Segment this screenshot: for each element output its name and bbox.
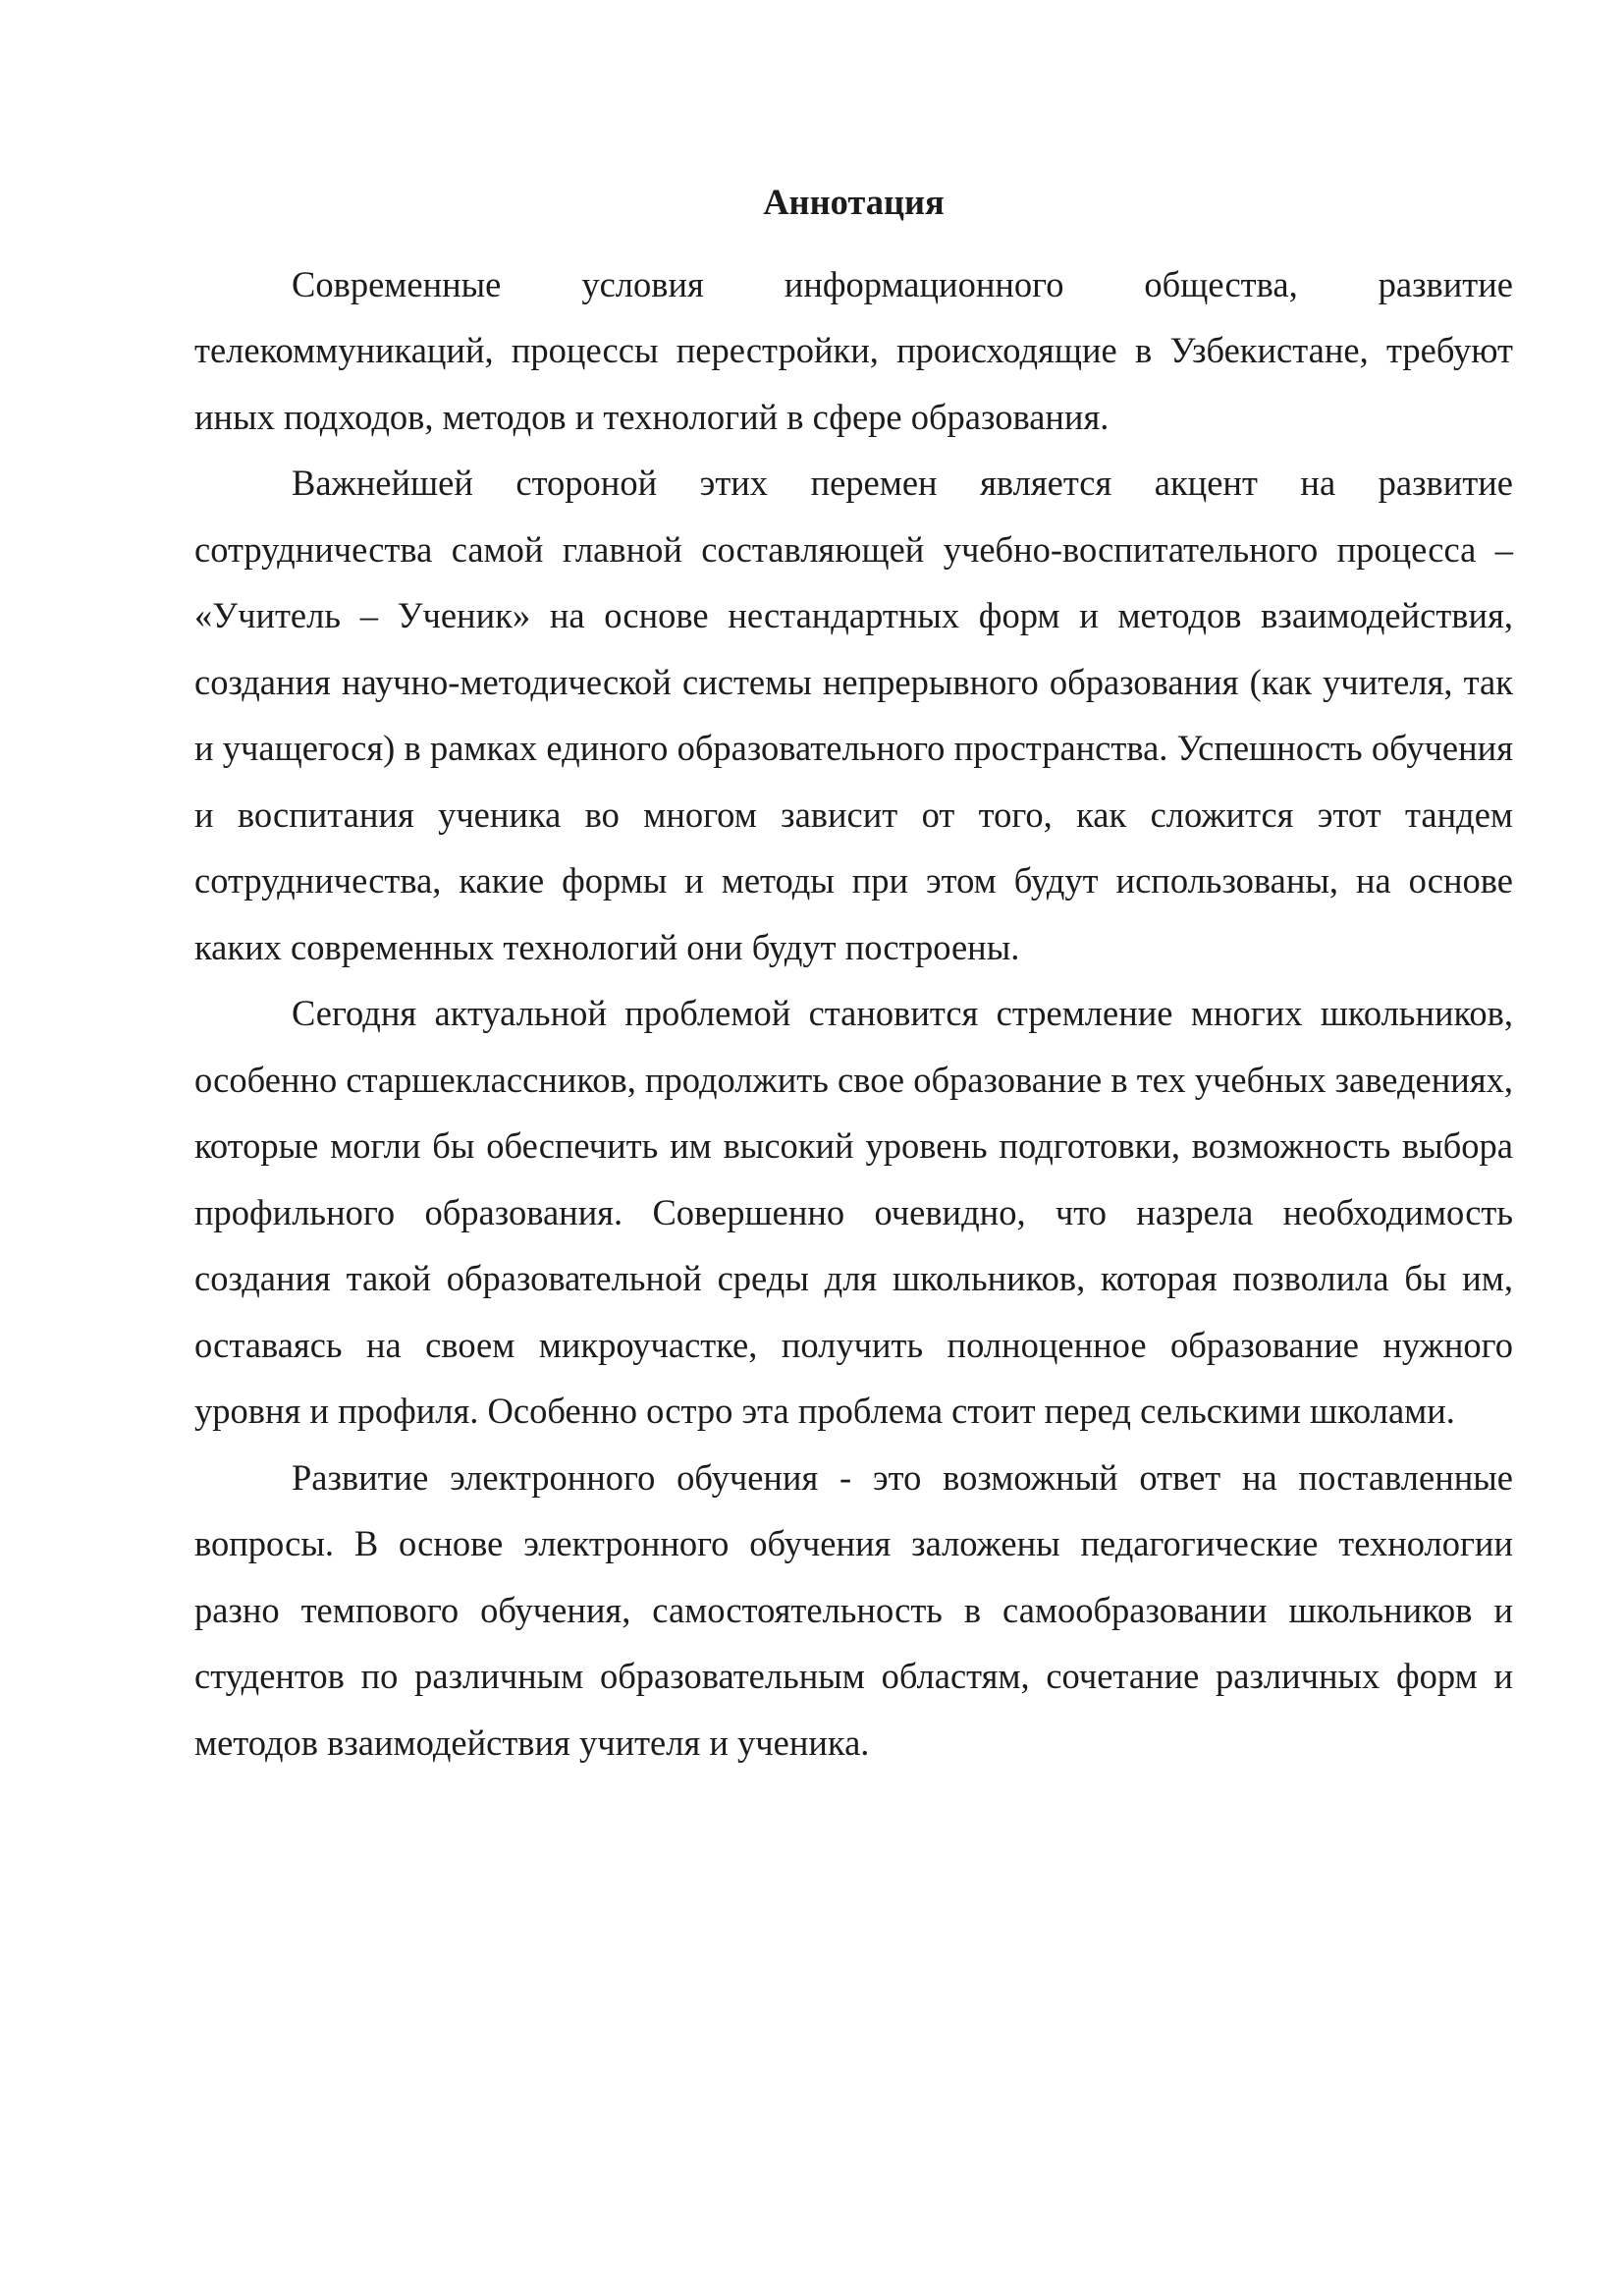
paragraph-1: Современные условия информационного общества, развитие телекоммуникаций, процессы перестройки, происходящие в Узбекистане, требуют иных подходов, методов и технологий в сфере образования. (194, 263, 1513, 437)
document-body (194, 169, 1513, 1776)
paragraph-3: Сегодня актуальной проблемой становится стремление многих школьников, особенно старшеклассников, продолжить свое образование в тех учебных заведениях, которые могли бы обеспечить им высокий уровень подготовки, возможность выбора профильного образования. Совершенно очевидно, что назрела необходимость создания такой образовательной среды для школьников, которая позволила бы им, оставаясь на своем микроучастке, получить полноценное образование нужного уровня и профиля. Особенно остро эта проблема стоит перед сельскими школами. (194, 993, 1513, 1431)
document-title: Аннотация (763, 182, 945, 222)
paragraph-2: Важнейшей стороной этих перемен является акцент на развитие сотрудничества самой главной составляющей учебно-воспитательного процесса – «Учитель – Ученик» на основе нестандартных форм и методов взаимодействия, создания научно-методической системы непрерывного образования (как учителя, так и учащегося) в рамках единого образовательного пространства. Успешность обучения и воспитания ученика во многом зависит от того, как сложится этот тандем сотрудничества, какие формы и методы при этом будут использованы, на основе каких современных технологий они будут построены. (194, 463, 1513, 967)
paragraph-4: Развитие электронного обучения - это возможный ответ на поставленные вопросы. В основе электронного обучения заложены педагогические технологии разно темпового обучения, самостоятельность в самообразовании школьников и студентов по различным образовательным областям, сочетание различных форм и методов взаимодействия учителя и ученика. (194, 1456, 1513, 1763)
